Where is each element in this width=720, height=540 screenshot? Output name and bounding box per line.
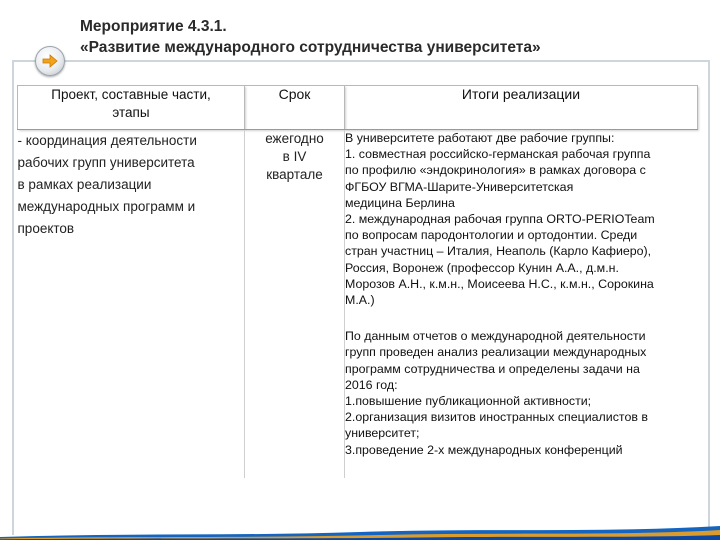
results-line: 3.проведение 2-х международных конференций — [345, 442, 623, 457]
events-table — [17, 85, 698, 478]
results-line: по вопросам пародонтологии и ортодонтии. Среди — [345, 228, 638, 243]
results-paragraph-2 — [345, 328, 698, 458]
frame-left-border — [12, 60, 14, 535]
results-line: Морозов А.Н., к.м.н., Моисеева Н.С., к.м.н., Сорокина — [345, 276, 654, 291]
project-line: рабочих групп университета — [17, 155, 195, 170]
term-line: квартале — [266, 167, 323, 182]
results-line: В университете работают две рабочие группы: — [345, 131, 615, 145]
results-line: Россия, Воронеж (профессор Кунин А.А., д.м.н. — [345, 260, 619, 275]
results-line: 2.организация визитов иностранных специалистов в — [345, 410, 648, 425]
project-line: проектов — [17, 221, 75, 236]
results-paragraph-1 — [345, 130, 698, 308]
project-line: международных программ и — [17, 199, 196, 214]
table-header-row — [18, 86, 698, 130]
results-line: программ сотрудничества и определены задачи на — [345, 361, 640, 376]
results-line: медицина Берлина — [345, 195, 455, 210]
slide-title — [80, 16, 680, 58]
project-cell — [18, 130, 245, 478]
title-line-2: «Развитие международного сотрудничества университета» — [80, 39, 541, 56]
header-results: Итоги реализации — [345, 86, 698, 130]
results-line: М.А.) — [345, 293, 375, 308]
results-cell — [345, 130, 698, 478]
results-line: По данным отчетов о международной деятельности — [345, 329, 646, 344]
results-line: стран участниц – Италия, Неаполь (Карло Кафиеро), — [345, 244, 652, 259]
term-cell — [245, 130, 345, 478]
arrow-right-glyph — [40, 51, 60, 71]
results-line: 1. совместная российско-германская рабочая группа — [345, 147, 651, 162]
results-line: групп проведен анализ реализации международных — [345, 345, 647, 360]
header-project-line-2: этапы — [112, 105, 150, 120]
project-line: в рамках реализации — [17, 177, 152, 192]
term-line: ежегодно — [265, 131, 324, 146]
title-line-1: Мероприятие 4.3.1. — [80, 18, 227, 35]
header-term: Срок — [245, 86, 345, 130]
header-project-line-1: Проект, составные части, — [51, 87, 211, 102]
frame-right-border — [708, 60, 710, 535]
results-line: 1.повышение публикационной активности; — [345, 394, 592, 409]
project-line: - координация деятельности — [17, 133, 197, 148]
table-row — [18, 130, 698, 478]
term-line: в IV — [282, 149, 307, 164]
results-line: 2. международная рабочая группа ORTO-PERIOTeam — [345, 212, 655, 227]
footer-wave-decoration — [0, 524, 720, 540]
title-divider — [12, 60, 710, 62]
arrow-right-circle-icon — [35, 46, 65, 76]
results-line: по профилю «эндокринология» в рамках договора с — [345, 163, 646, 178]
results-line: университет; — [345, 426, 420, 441]
header-project — [18, 86, 245, 130]
results-line: ФГБОУ ВГМА-Шарите-Университетская — [345, 179, 574, 194]
results-line: 2016 год: — [345, 377, 398, 392]
